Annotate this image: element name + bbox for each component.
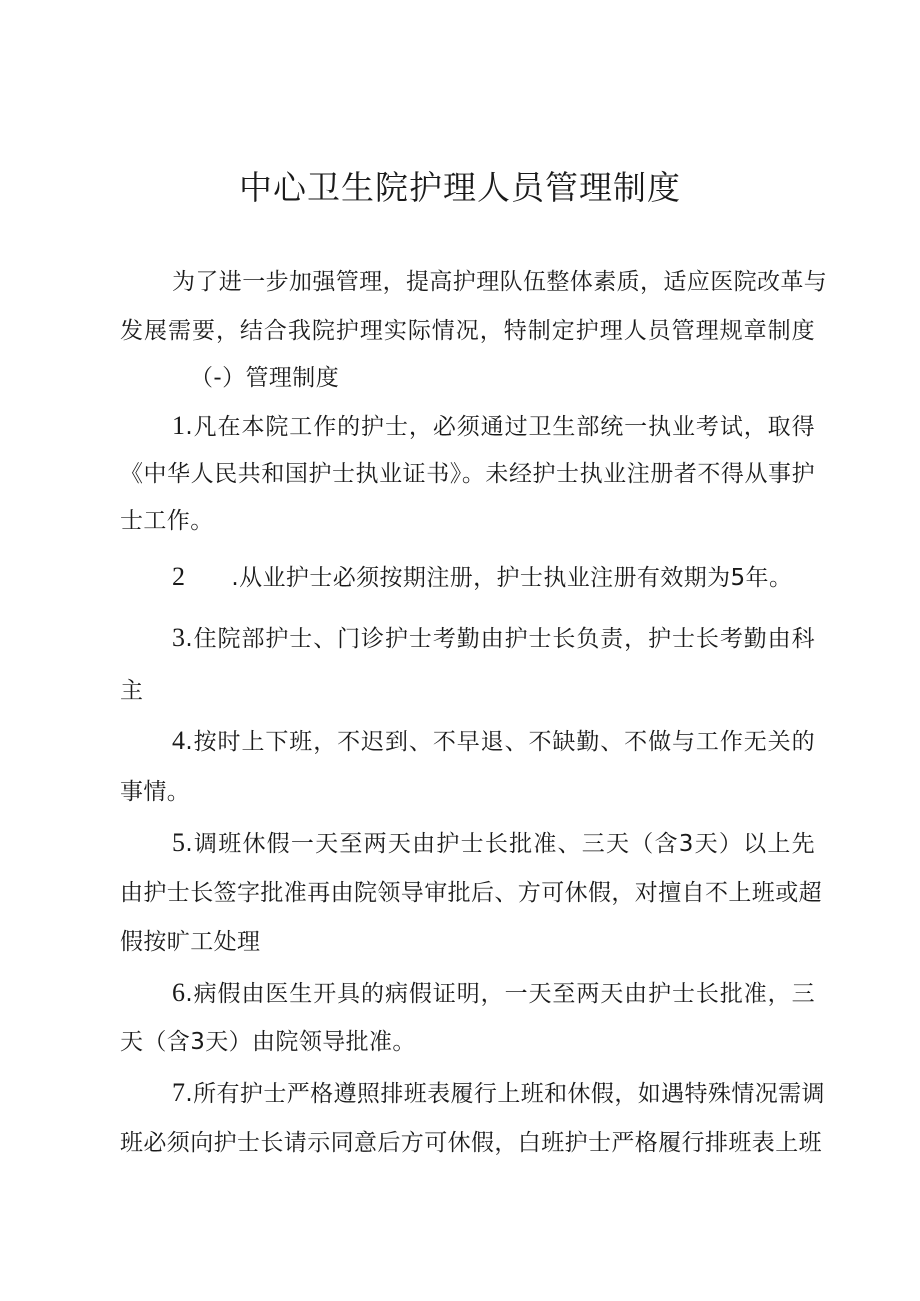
item-7-line-1 <box>172 1077 825 1110</box>
item-6-text: .病假由医生开具的病假证明，一天至两天由护士长批准，三 <box>185 981 815 1007</box>
item-1-line-2: 《中华人民共和国护士执业证书》。未经护士执业注册者不得从事护 <box>120 461 815 487</box>
item-6-number: 6 <box>172 978 186 1007</box>
item-2-number: 2 <box>172 562 186 591</box>
section-heading: （-）管理制度 <box>190 365 340 391</box>
item-1-text: .凡在本院工作的护士，必须通过卫生部统一执业考试，取得 <box>185 414 815 440</box>
item-1-line-3: 士工作。 <box>120 508 214 534</box>
item-7-number: 7 <box>172 1078 186 1107</box>
item-4-line-1 <box>172 725 815 758</box>
item-4-number: 4 <box>172 726 186 755</box>
item-1-number: 1 <box>172 411 186 440</box>
item-7-line-2: 班必须向护士长请示同意后方可休假，白班护士严格履行排班表上班 <box>120 1130 822 1156</box>
item-6-line-2: 天（含3天）由院领导批准。 <box>120 1029 416 1055</box>
item-5-line-2: 由护士长签字批准再由院领导审批后、方可休假，对擅自不上班或超 <box>120 880 822 906</box>
item-5-line-3: 假按旷工处理 <box>120 929 261 955</box>
item-2-line-1 <box>172 561 867 594</box>
item-6-line-1 <box>172 977 815 1010</box>
item-3-number: 3 <box>172 623 186 652</box>
intro-line-2: 发展需要，结合我院护理实际情况，特制定护理人员管理规章制度 <box>120 318 815 344</box>
item-5-text: .调班休假一天至两天由护士长批准、三天（含3天）以上先 <box>185 831 815 857</box>
item-7-text: .所有护士严格遵照排班表履行上班和休假，如遇特殊情况需调 <box>185 1081 825 1107</box>
item-1-line-1 <box>172 410 815 443</box>
item-4-line-2: 事情。 <box>120 779 191 805</box>
item-2-text: .从业护士必须按期注册，护士执业注册有效期为5年。 <box>231 565 793 591</box>
item-4-text: .按时上下班，不迟到、不早退、不缺勤、不做与工作无关的 <box>185 729 815 755</box>
item-3-line-1 <box>172 622 815 655</box>
item-3-line-2: 主 <box>120 678 144 704</box>
intro-line-1: 为了进一步加强管理，提高护理队伍整体素质，适应医院改革与 <box>172 269 828 295</box>
item-5-number: 5 <box>172 828 186 857</box>
document-title: 中心卫生院护理人员管理制度 <box>239 168 681 207</box>
item-5-line-1 <box>172 827 815 860</box>
item-3-text: .住院部护士、门诊护士考勤由护士长负责，护士长考勤由科 <box>185 626 815 652</box>
